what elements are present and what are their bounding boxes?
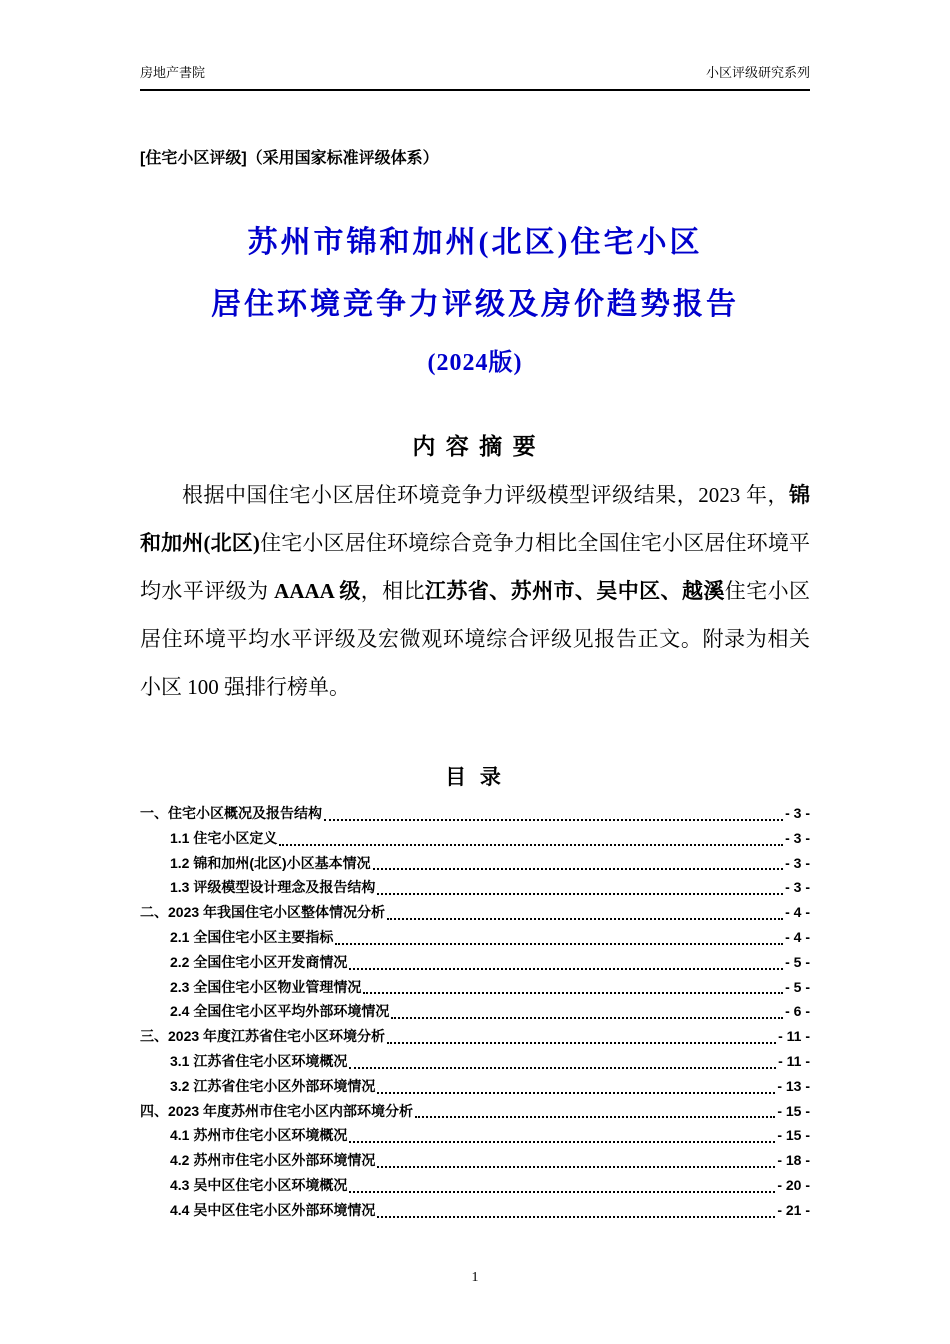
toc-page-number: - 3 - xyxy=(785,829,810,846)
toc-page-number: - 3 - xyxy=(785,854,810,871)
toc-heading: 目 录 xyxy=(445,766,505,789)
toc-dot-leader xyxy=(349,1191,775,1193)
report-title-line1: 苏州市锦和加州(北区)住宅小区 xyxy=(247,226,703,259)
toc-entry xyxy=(140,1049,810,1074)
header-right-text: 小区评级研究系列 xyxy=(705,65,810,80)
toc-page-number: - 21 - xyxy=(777,1201,810,1218)
toc-entry xyxy=(140,1148,810,1173)
page-header xyxy=(140,62,810,91)
toc-entry xyxy=(140,999,810,1024)
toc-entry xyxy=(140,851,810,876)
toc-page-number: - 11 - xyxy=(778,1052,810,1069)
toc-dot-leader xyxy=(387,1042,776,1044)
toc-entry xyxy=(140,1099,810,1124)
report-title-block xyxy=(140,212,810,390)
summary-text-segment: 江苏省、苏州市、吴中区、越溪 xyxy=(425,579,725,603)
toc-entry xyxy=(140,826,810,851)
toc-dot-leader xyxy=(349,968,783,970)
toc-dot-leader xyxy=(377,893,783,895)
toc-label: 1.3 评级模型设计理念及报告结构 xyxy=(170,879,376,896)
toc-label: 2.4 全国住宅小区平均外部环境情况 xyxy=(170,1003,390,1020)
toc-entry xyxy=(140,950,810,975)
summary-text-segment: 住宅小区居住环境综合竞争力相比全国住宅小区居住环境平均水平评级为 xyxy=(140,531,810,603)
summary-heading: 内 容 摘 要 xyxy=(412,433,538,459)
toc-label: 4.2 苏州市住宅小区外部环境情况 xyxy=(170,1152,376,1169)
toc-label: 3.2 江苏省住宅小区外部环境情况 xyxy=(170,1077,376,1094)
summary-text-segment: 锦和加州(北区) xyxy=(140,483,810,555)
toc-dot-leader xyxy=(373,868,783,870)
toc-page-number: - 13 - xyxy=(777,1077,810,1094)
toc-label: 2.2 全国住宅小区开发商情况 xyxy=(170,953,348,970)
toc-entry xyxy=(140,925,810,950)
toc-label: 四、2023 年度苏州市住宅小区内部环境分析 xyxy=(140,1102,414,1119)
toc-page-number: - 5 - xyxy=(785,978,810,995)
report-edition: (2024版) xyxy=(427,350,523,376)
toc-list xyxy=(140,801,810,1223)
toc-entry xyxy=(140,975,810,1000)
header-left-text: 房地产書院 xyxy=(140,65,206,80)
toc-entry xyxy=(140,875,810,900)
summary-text-segment: 住宅小区居住环境平均水平评级及宏微观环境综合评级见报告正文。附录为相关小区 100 强排行榜单。 xyxy=(140,579,811,699)
toc-label: 一、住宅小区概况及报告结构 xyxy=(140,805,322,821)
toc-dot-leader xyxy=(349,1141,775,1143)
toc-page-number: - 18 - xyxy=(777,1152,810,1169)
toc-page-number: - 15 - xyxy=(777,1127,810,1144)
report-title-line2: 居住环境竞争力评级及房价趋势报告 xyxy=(211,288,739,321)
toc-page-number: - 4 - xyxy=(785,904,810,921)
toc-entry xyxy=(140,1024,810,1049)
toc-label: 4.4 吴中区住宅小区外部环境情况 xyxy=(170,1201,376,1218)
toc-dot-leader xyxy=(377,1166,775,1168)
toc-page-number: - 15 - xyxy=(777,1102,810,1119)
toc-label: 3.1 江苏省住宅小区环境概况 xyxy=(170,1052,348,1069)
summary-text-segment: AAAA 级 xyxy=(274,579,361,603)
toc-entry xyxy=(140,1173,810,1198)
toc-dot-leader xyxy=(363,992,783,994)
toc-entry xyxy=(140,1123,810,1148)
summary-text-segment: 根据中国住宅小区居住环境竞争力评级模型评级结果，2023 年， xyxy=(182,483,789,507)
toc-entry xyxy=(140,900,810,925)
toc-dot-leader xyxy=(349,1067,776,1069)
summary-paragraph xyxy=(140,471,810,711)
toc-page-number: - 4 - xyxy=(785,928,810,945)
toc-entry xyxy=(140,1198,810,1223)
toc-label: 4.1 苏州市住宅小区环境概况 xyxy=(170,1127,348,1144)
toc-dot-leader xyxy=(377,1216,775,1218)
toc-dot-leader xyxy=(324,819,783,821)
toc-page-number: - 3 - xyxy=(785,879,810,896)
toc-label: 4.3 吴中区住宅小区环境概况 xyxy=(170,1176,348,1193)
toc-dot-leader xyxy=(415,1116,775,1118)
toc-label: 2.3 全国住宅小区物业管理情况 xyxy=(170,978,362,995)
toc-label: 三、2023 年度江苏省住宅小区环境分析 xyxy=(140,1028,386,1045)
toc-label: 二、2023 年我国住宅小区整体情况分析 xyxy=(140,904,386,921)
toc-dot-leader xyxy=(279,844,783,846)
page-number: 1 xyxy=(471,1270,479,1285)
toc-entry xyxy=(140,801,810,826)
toc-label: 2.1 全国住宅小区主要指标 xyxy=(170,928,334,945)
toc-dot-leader xyxy=(387,918,783,920)
toc-page-number: - 3 - xyxy=(785,805,810,821)
toc-page-number: - 6 - xyxy=(785,1003,810,1020)
toc-page-number: - 5 - xyxy=(785,953,810,970)
summary-text-segment: ，相比 xyxy=(360,579,425,603)
toc-dot-leader xyxy=(391,1017,783,1019)
toc-page-number: - 20 - xyxy=(777,1176,810,1193)
rating-system-note: [住宅小区评级]（采用国家标准评级体系） xyxy=(140,150,439,167)
toc-dot-leader xyxy=(377,1092,775,1094)
toc-label: 1.2 锦和加州(北区)小区基本情况 xyxy=(170,854,371,871)
toc-entry xyxy=(140,1074,810,1099)
toc-label: 1.1 住宅小区定义 xyxy=(170,829,278,846)
toc-page-number: - 11 - xyxy=(778,1028,810,1045)
toc-dot-leader xyxy=(335,943,783,945)
